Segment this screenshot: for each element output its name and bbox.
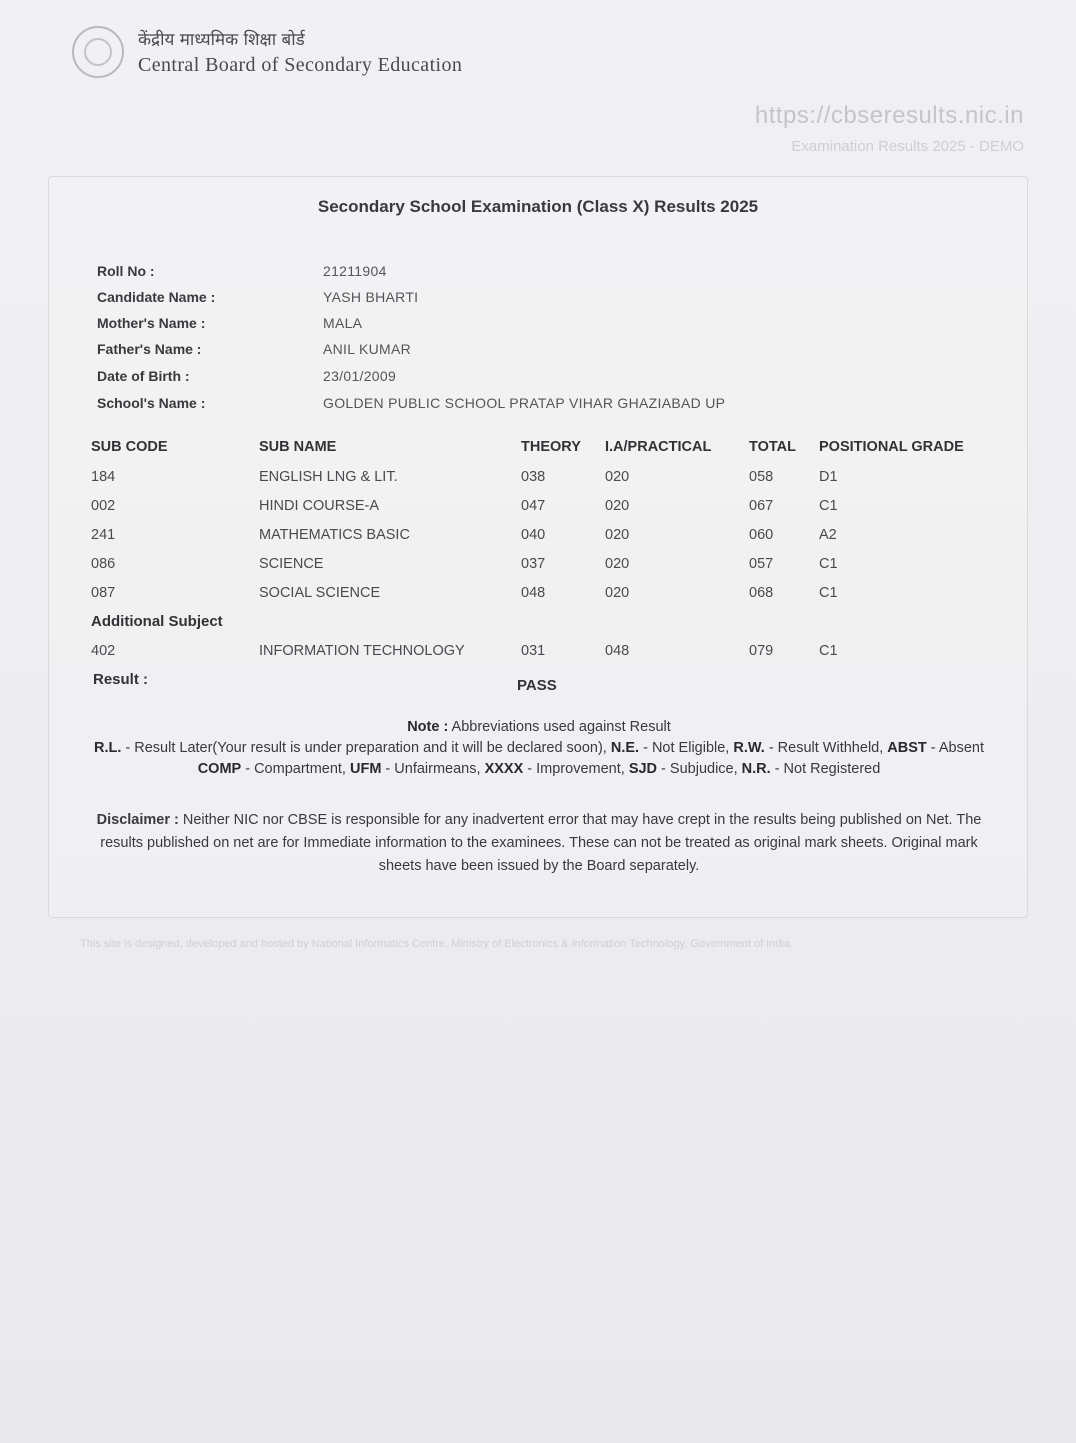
note-heading	[89, 717, 989, 738]
info-value: MALA	[323, 315, 363, 331]
grade: C1	[819, 643, 838, 659]
grade: A2	[819, 527, 837, 543]
total-marks: 067	[749, 498, 774, 514]
result-label: Result :	[93, 671, 149, 688]
sub-name: SCIENCE	[259, 556, 324, 572]
abbr: SJD	[628, 761, 658, 777]
abbr: R.W.	[733, 740, 765, 756]
theory-marks: 031	[521, 643, 546, 659]
info-value: GOLDEN PUBLIC SCHOOL PRATAP VIHAR GHAZIABAD UP	[323, 395, 726, 411]
info-label: Date of Birth :	[97, 368, 190, 384]
total-marks: 068	[749, 585, 774, 601]
info-value: 23/01/2009	[323, 368, 397, 384]
abbr: ABST	[887, 740, 927, 756]
info-value: 21211904	[323, 263, 387, 279]
abbr-desc: - Improvement,	[523, 761, 629, 777]
col-header-sub-code: SUB CODE	[91, 439, 168, 455]
sub-code: 402	[91, 643, 116, 659]
disclaimer	[89, 809, 989, 878]
theory-marks: 047	[521, 498, 546, 514]
abbr-desc: - Absent	[926, 740, 985, 756]
sub-name: ENGLISH LNG & LIT.	[259, 469, 398, 485]
abbr: COMP	[197, 761, 242, 777]
sub-name: INFORMATION TECHNOLOGY	[259, 643, 465, 659]
grade: D1	[819, 469, 838, 485]
abbr-desc: - Compartment,	[241, 761, 350, 777]
cbse-emblem-icon	[72, 26, 124, 78]
practical-marks: 020	[605, 469, 630, 485]
col-header-theory: THEORY	[521, 439, 581, 455]
info-value: ANIL KUMAR	[323, 341, 412, 357]
result-card	[48, 176, 1028, 918]
board-name	[138, 27, 462, 77]
footer-text: This site is designed, developed and hosted by National Informatics Centre, Ministry of Electronics & Information Technology, Government of India.	[80, 938, 794, 950]
abbr: N.R.	[741, 761, 771, 777]
theory-marks: 048	[521, 585, 546, 601]
abbr: R.L.	[93, 740, 122, 756]
grade: C1	[819, 498, 838, 514]
abbr-desc: - Subjudice,	[657, 761, 742, 777]
additional-subject-label: Additional Subject	[91, 613, 223, 630]
site-banner	[755, 102, 1024, 155]
info-label: Candidate Name :	[97, 289, 216, 305]
abbr-desc: - Result Withheld,	[764, 740, 888, 756]
abbr-desc: - Unfairmeans,	[381, 761, 485, 777]
info-label: Roll No :	[97, 263, 155, 279]
abbr-desc: - Result Later(Your result is under preparation and it will be declared soon),	[121, 740, 611, 756]
sub-code: 086	[91, 556, 116, 572]
col-header-sub-name: SUB NAME	[259, 439, 337, 455]
info-value: YASH BHARTI	[323, 289, 419, 305]
total-marks: 060	[749, 527, 774, 543]
note-heading-label: Note :	[407, 719, 449, 735]
sub-name: SOCIAL SCIENCE	[259, 585, 381, 601]
sub-code: 184	[91, 469, 116, 485]
site-url[interactable]: https://cbseresults.nic.in	[754, 102, 1024, 129]
practical-marks: 020	[605, 585, 630, 601]
note-body	[89, 738, 989, 780]
col-header-total: TOTAL	[749, 439, 796, 455]
note-heading-text: Abbreviations used against Result	[451, 719, 671, 735]
sub-name: MATHEMATICS BASIC	[259, 527, 410, 543]
sub-code: 087	[91, 585, 116, 601]
abbr: N.E.	[610, 740, 640, 756]
theory-marks: 037	[521, 556, 546, 572]
total-marks: 079	[749, 643, 774, 659]
practical-marks: 020	[605, 527, 630, 543]
abbreviations-note	[89, 717, 989, 780]
abbr: XXXX	[484, 761, 524, 777]
abbr-desc: - Not Eligible,	[639, 740, 734, 756]
site-subtitle: Examination Results 2025 - DEMO	[791, 138, 1024, 155]
info-label: School's Name :	[97, 395, 206, 411]
theory-marks: 040	[521, 527, 546, 543]
practical-marks: 048	[605, 643, 630, 659]
info-label: Mother's Name :	[97, 315, 206, 331]
grade: C1	[819, 556, 838, 572]
board-name-hindi: केंद्रीय माध्यमिक शिक्षा बोर्ड	[138, 30, 305, 50]
practical-marks: 020	[605, 556, 630, 572]
total-marks: 058	[749, 469, 774, 485]
theory-marks: 038	[521, 469, 546, 485]
sub-name: HINDI COURSE-A	[259, 498, 380, 514]
abbr-desc: - Not Registered	[770, 761, 881, 777]
practical-marks: 020	[605, 498, 630, 514]
col-header-grade: POSITIONAL GRADE	[819, 439, 964, 455]
grade: C1	[819, 585, 838, 601]
disclaimer-label: Disclaimer :	[96, 812, 179, 828]
col-header-practical: I.A/PRACTICAL	[605, 439, 712, 455]
page-title: Secondary School Examination (Class X) Results 2025	[317, 197, 759, 216]
info-label: Father's Name :	[97, 341, 202, 357]
sub-code: 241	[91, 527, 116, 543]
disclaimer-text: Neither NIC nor CBSE is responsible for any inadvertent error that may have crept in the results being published on Net. The results published on net are for Immediate information to the examinees. These can not be treated as original mark sheets. Original mark sheets have been issued by the Board separately.	[100, 812, 982, 874]
abbr: UFM	[349, 761, 382, 777]
board-name-english: Central Board of Secondary Education	[138, 54, 463, 76]
total-marks: 057	[749, 556, 774, 572]
sub-code: 002	[91, 498, 116, 514]
header	[72, 26, 462, 78]
result-value: PASS	[517, 677, 557, 694]
